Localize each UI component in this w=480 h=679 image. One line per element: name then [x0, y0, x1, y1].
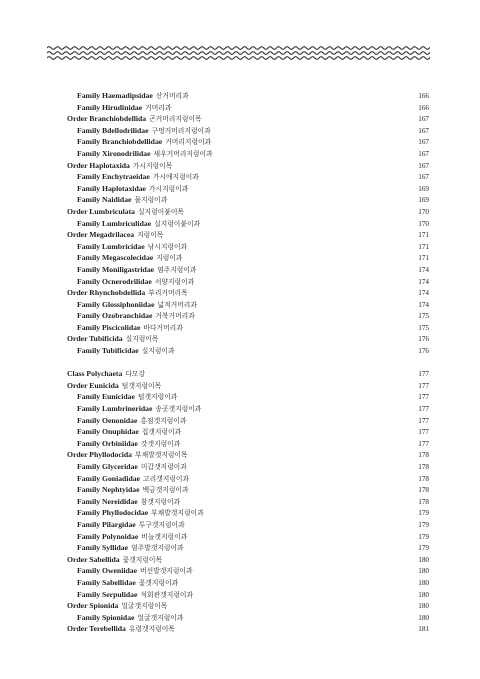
page-number: 179 [418, 509, 429, 518]
latin-name: Order Spionida [67, 601, 119, 611]
korean-name: 구멍거머리지렁이과 [151, 126, 211, 135]
page-number: 181 [418, 625, 429, 634]
toc-entry-order [67, 333, 429, 345]
page-number: 171 [418, 242, 429, 251]
korean-name: 투구갯지렁이과 [138, 520, 185, 529]
toc-entry-family [67, 612, 429, 624]
toc-entry-family [67, 90, 429, 102]
korean-name: 거머리과 [145, 103, 172, 112]
toc-entry-order [67, 113, 429, 125]
latin-name: Family Onuphidae [77, 427, 139, 437]
latin-name: Family Lumbriculidae [77, 218, 152, 228]
korean-name: 염주발갯지렁이과 [131, 544, 184, 553]
korean-name: 실지렁이붙이목 [137, 207, 184, 216]
page-number: 167 [418, 138, 429, 147]
latin-name: Family Orbiniidae [77, 438, 138, 448]
toc-entry-family [67, 589, 429, 601]
korean-name: 부리거머리목 [148, 289, 188, 298]
page-number: 180 [418, 555, 429, 564]
latin-name: Order Haplotaxida [67, 160, 130, 170]
latin-name: Family Tubificidae [77, 346, 139, 356]
toc-entry-family [67, 542, 429, 554]
toc-entry-family [67, 461, 429, 473]
page-number: 178 [418, 497, 429, 506]
latin-name: Order Phyllodocida [67, 450, 132, 460]
latin-name: Family Serpulidae [77, 589, 138, 599]
toc-entry-order [67, 287, 429, 299]
table-of-contents [67, 90, 429, 635]
toc-entry-family [67, 345, 429, 357]
latin-name: Family Pilargidae [77, 519, 136, 529]
korean-name: 유령갯지렁이목 [128, 625, 175, 634]
toc-entry-family [67, 183, 429, 195]
wave-line [47, 52, 430, 55]
korean-name: 비늘갯지렁이과 [141, 532, 188, 541]
korean-name: 거머리지렁이과 [165, 138, 212, 147]
toc-entry-family [67, 507, 429, 519]
page-number: 179 [418, 544, 429, 553]
page-number: 171 [418, 254, 429, 263]
latin-name: Order Tubificida [67, 334, 123, 344]
latin-name: Family Haplotaxidae [77, 183, 146, 193]
toc-entry-family [67, 136, 429, 148]
page-number: 176 [418, 335, 429, 344]
korean-name: 미갑갯지렁이과 [140, 463, 187, 471]
latin-name: Family Ozobranchidae [77, 311, 153, 321]
section-gap [67, 357, 429, 369]
page-number: 170 [418, 219, 429, 228]
korean-name: 새우거머리지렁이과 [153, 149, 213, 158]
latin-name: Family Piscicolidae [77, 322, 141, 332]
latin-name: Family Glyceridae [77, 462, 138, 471]
korean-name: 부채발갯지렁이목 [135, 451, 188, 460]
page-number: 167 [418, 161, 429, 170]
page-number: 179 [418, 520, 429, 529]
latin-name: Family Lumbrineridae [77, 404, 153, 414]
toc-entry-family [67, 276, 429, 288]
toc-entry-name [67, 345, 175, 358]
korean-name: 산거머리과 [155, 92, 189, 100]
latin-name: Family Lumbricidae [77, 241, 145, 251]
korean-name: 꽃갯지렁이목 [122, 555, 163, 564]
latin-name: Family Enchytraeidae [77, 172, 150, 182]
latin-name: Family Goniadidae [77, 473, 141, 483]
page-number: 167 [418, 115, 429, 124]
toc-entry-order [67, 229, 429, 241]
toc-entry-order [67, 206, 429, 218]
page-number: 179 [418, 532, 429, 541]
latin-name: Family Nereididae [77, 496, 138, 506]
toc-entry-family [67, 565, 429, 577]
page-number: 176 [418, 347, 429, 356]
latin-name: Family Oweniidae [77, 566, 138, 576]
korean-name: 얼굴갯지렁이목 [121, 602, 168, 611]
latin-name: Family Syllidae [77, 543, 129, 553]
page-number: 178 [418, 451, 429, 460]
latin-name: Order Sabellida [67, 554, 120, 564]
page-number: 177 [418, 439, 429, 448]
latin-name: Family Glossiphoniidae [77, 299, 155, 309]
toc-entry-family [67, 125, 429, 137]
page-number: 177 [418, 405, 429, 414]
page-number: 175 [418, 312, 429, 321]
page-number: 177 [418, 393, 429, 402]
korean-name: 송곳갯지렁이과 [155, 405, 202, 414]
page-number: 178 [418, 486, 429, 495]
page-number: 167 [418, 149, 429, 158]
page-number: 177 [418, 416, 429, 425]
latin-name: Family Spionidae [77, 612, 135, 622]
korean-name: 털갯지렁이과 [137, 393, 178, 402]
latin-name: Class Polychaeta [67, 369, 123, 379]
korean-name: 백금갯지렁이과 [142, 486, 189, 495]
latin-name: Family Polynoidae [77, 531, 139, 541]
korean-name: 실지렁이목 [125, 335, 159, 344]
page-number: 180 [418, 613, 429, 622]
toc-entry-family [67, 252, 429, 264]
toc-entry-family [67, 310, 429, 322]
latin-name: Family Branchiobdellidae [77, 137, 163, 147]
latin-name: Family Bdellodrilidae [77, 125, 149, 135]
toc-entry-family [67, 577, 429, 589]
latin-name: Family Ocnerodrilidae [77, 276, 152, 286]
toc-entry-family [67, 148, 429, 160]
toc-entry-order [67, 160, 429, 172]
korean-name: 거북거머리과 [155, 312, 195, 321]
page-number: 180 [418, 567, 429, 576]
latin-name: Order Branchiobdellida [67, 114, 147, 124]
latin-name: Family Sabellidae [77, 577, 136, 587]
latin-name: Family Naididae [77, 195, 132, 205]
latin-name: Family Megascolecidae [77, 253, 154, 263]
latin-name: Family Haemadipsidae [77, 91, 153, 100]
page-number: 167 [418, 126, 429, 135]
toc-entry-family [67, 264, 429, 276]
page-number: 169 [418, 184, 429, 193]
page-number: 174 [418, 277, 429, 286]
page-number: 174 [418, 289, 429, 298]
toc-entry-family [67, 299, 429, 311]
korean-name: 서양지렁이과 [154, 277, 195, 286]
page-number: 174 [418, 265, 429, 274]
toc-entry-family [67, 171, 429, 183]
toc-entry-family [67, 473, 429, 485]
latin-name: Family Phyllodocidae [77, 508, 149, 518]
toc-entry-order [67, 380, 429, 392]
latin-name: Order Terebellida [67, 624, 126, 634]
latin-name: Family Moniligastridae [77, 264, 155, 274]
page-number: 169 [418, 196, 429, 205]
toc-entry-family [67, 415, 429, 427]
korean-name: 얼굴갯지렁이과 [137, 613, 184, 622]
korean-name: 고리갯지렁이과 [143, 474, 189, 483]
toc-entry-order [67, 623, 429, 635]
page-number: 166 [418, 103, 429, 112]
wave-border-decoration [47, 43, 430, 63]
page-number: 180 [418, 590, 429, 599]
latin-name: Family Oenonidae [77, 415, 138, 425]
korean-name: 가시지렁이과 [148, 184, 189, 193]
wave-line [47, 57, 430, 60]
korean-name: 실지렁이과 [141, 347, 175, 356]
page-number: 177 [418, 370, 429, 379]
toc-entry-order [67, 554, 429, 566]
toc-entry-family [67, 322, 429, 334]
korean-name: 낚시지렁이과 [147, 242, 188, 251]
toc-entry-order [67, 600, 429, 612]
page-number: 171 [418, 231, 429, 240]
korean-name: 물지렁이과 [134, 196, 168, 205]
page-number: 177 [418, 428, 429, 437]
korean-name: 염주지렁이과 [157, 265, 197, 274]
toc-entry-family [67, 241, 429, 253]
latin-name: Order Eunicida [67, 380, 119, 390]
page-number: 180 [418, 578, 429, 587]
toc-entry-family [67, 438, 429, 450]
page-number: 178 [418, 474, 429, 483]
korean-name: 홍점갯지렁이과 [140, 416, 187, 425]
latin-name: Order Megadrilacea [67, 230, 135, 240]
wave-line [47, 47, 430, 50]
latin-name: Order Rhynchobdellida [67, 288, 146, 298]
latin-name: Family Nephtyidae [77, 485, 140, 495]
toc-entry-name [67, 623, 175, 636]
korean-name: 가시애지렁이과 [152, 173, 199, 182]
toc-entry-family [67, 102, 429, 114]
korean-name: 집갯지렁이과 [141, 428, 182, 437]
korean-name: 가시지렁이목 [132, 161, 173, 170]
toc-entry-family [67, 218, 429, 230]
page-number: 174 [418, 300, 429, 309]
latin-name: Order Lumbriculata [67, 206, 135, 216]
latin-name: Family Xironodrilidae [77, 148, 151, 158]
toc-section-2 [67, 368, 429, 635]
page-number: 167 [418, 173, 429, 182]
toc-entry-family [67, 391, 429, 403]
korean-name: 부채발갯지렁이과 [151, 509, 204, 518]
korean-name: 버선발갯지렁이과 [140, 567, 193, 576]
latin-name: Family Eunicidae [77, 392, 135, 402]
korean-name: 석회관갯지렁이과 [140, 590, 193, 599]
toc-entry-family [67, 194, 429, 206]
korean-name: 다모강 [125, 370, 146, 379]
korean-name: 갓갯지렁이과 [140, 439, 181, 448]
toc-entry-family [67, 519, 429, 531]
latin-name: Family Hirudinidae [77, 102, 143, 112]
toc-section-1 [67, 90, 429, 357]
toc-entry-family [67, 484, 429, 496]
korean-name: 곤거머리지렁이목 [149, 115, 202, 124]
page-number: 170 [418, 207, 429, 216]
korean-name: 꽃갯지렁이과 [138, 578, 179, 587]
page-number: 178 [418, 463, 429, 471]
korean-name: 털갯지렁이목 [121, 381, 162, 390]
korean-name: 참갯지렁이과 [140, 497, 181, 506]
korean-name: 넓적거머리과 [157, 300, 197, 309]
toc-entry-family [67, 403, 429, 415]
toc-entry-family [67, 531, 429, 543]
korean-name: 바다거머리과 [143, 323, 183, 332]
toc-entry-family [67, 496, 429, 508]
korean-name: 지렁이목 [137, 231, 164, 240]
page-number: 177 [418, 381, 429, 390]
korean-name: 지렁이과 [156, 254, 183, 263]
toc-entry-class [67, 368, 429, 380]
toc-entry-order [67, 449, 429, 461]
page-number: 180 [418, 602, 429, 611]
page-number: 166 [418, 92, 429, 100]
korean-name: 실지렁이붙이과 [154, 219, 201, 228]
toc-entry-family [67, 426, 429, 438]
page-number: 175 [418, 323, 429, 332]
